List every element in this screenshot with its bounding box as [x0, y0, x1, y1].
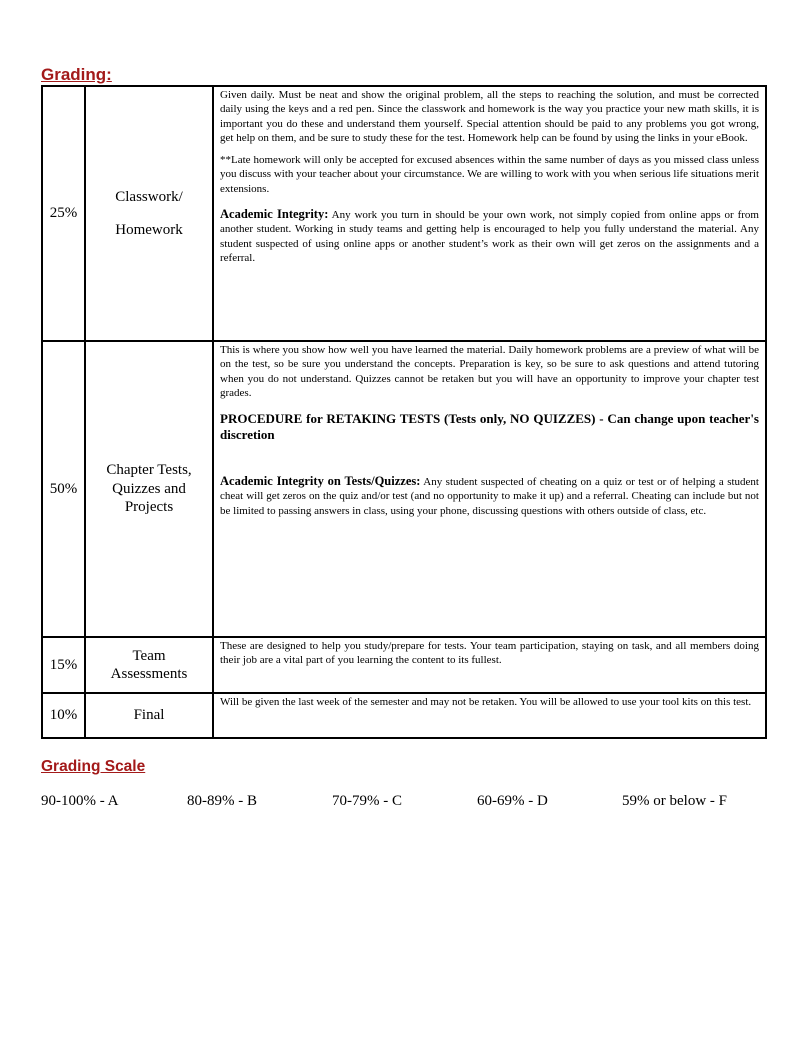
- category-cell: [85, 693, 213, 738]
- category-line: Classwork/: [115, 189, 183, 205]
- grading-heading: Grading:: [41, 65, 112, 84]
- category-line: Chapter Tests,: [106, 462, 192, 479]
- academic-integrity-label: Academic Integrity:: [220, 207, 329, 222]
- academic-integrity-label: Academic Integrity on Tests/Quizzes:: [220, 474, 421, 489]
- category-cell: [85, 86, 213, 341]
- description-cell: [213, 693, 766, 738]
- grade-scale-item: 70-79% - C: [332, 793, 402, 809]
- grading-row-team: [42, 637, 766, 693]
- category-line: Projects: [124, 499, 174, 516]
- category-line: Final: [133, 707, 165, 724]
- category-line: Team: [132, 647, 166, 664]
- grading-table: [41, 85, 767, 739]
- grade-scale-item: 80-89% - B: [187, 793, 257, 809]
- description-cell: [213, 86, 766, 341]
- description-cell: [213, 341, 766, 637]
- description-paragraph: Will be given the last week of the semester and may not be retaken. You will be allowed to use your tool kits on this test.: [220, 696, 752, 708]
- grading-row-final: [42, 693, 766, 738]
- category-cell: [85, 637, 213, 693]
- late-policy-paragraph: **Late homework will only be accepted for excused absences within the same number of days as you missed class unless you discuss with your teacher about your circumstance. We are willing to work with you when serious life situations merit extensions.: [220, 154, 759, 195]
- description-paragraph: This is where you show how well you have learned the material. Daily homework problems are a preview of what will be on the test, so be sure you understand the concepts. Preparation is key, so be sure to ask questions and attend tutoring when you do not understand. Quizzes cannot be retaken but you will have an opportunity to improve your chapter test grades.: [220, 344, 759, 399]
- percent-cell: 50%: [42, 341, 85, 637]
- academic-integrity-paragraph: [220, 207, 759, 265]
- academic-integrity-paragraph: [220, 474, 759, 518]
- grade-scale-item: 90-100% - A: [41, 793, 119, 809]
- academic-integrity-text: Any work you turn in should be your own work, not simply copied from online apps or from another student. Working in study teams and getting help is encouraged to help you fully understand the material. Any student suspected of using online apps or another student’s work as their own will get zeros on the assignments and a referral.: [220, 209, 759, 264]
- grade-scale-item: 60-69% - D: [477, 793, 548, 809]
- description-cell: [213, 637, 766, 693]
- grade-scale-item: 59% or below - F: [622, 793, 727, 809]
- academic-integrity-text: Any student suspected of cheating on a quiz or test or of helping a student cheat will get zeros on the quiz and/or test (and no opportunity to make it up) and a referral. Cheating can include but not be limited to passing answers in class, using your phone, discussing questions with others outside of class, etc.: [220, 476, 759, 517]
- grading-scale-heading: Grading Scale: [41, 758, 146, 775]
- percent-cell: 10%: [42, 693, 85, 738]
- percent-cell: 15%: [42, 637, 85, 693]
- category-line: Homework: [115, 221, 183, 238]
- description-paragraph: Given daily. Must be neat and show the original problem, all the steps to reaching the solution, and must be corrected daily using the keys and a red pen. Since the classwork and homework is the way you practice your new math skills, it is important you do these and understand them yourself. Special attention should be paid to any problems you got wrong, get help on them, and be sure to study these for the test. Homework help can be found by using the links in your eBook.: [220, 89, 759, 144]
- retake-procedure-heading: PROCEDURE for RETAKING TESTS (Tests only, NO QUIZZES) - Can change upon teacher's discretion: [220, 411, 759, 442]
- description-paragraph: These are designed to help you study/prepare for tests. Your team participation, staying on task, and all members doing their job are a vital part of you learning the content to its fullest.: [220, 640, 759, 667]
- percent-cell: 25%: [42, 86, 85, 341]
- category-line: Quizzes and: [112, 480, 186, 497]
- grading-row-tests: [42, 341, 766, 637]
- category-cell: [85, 341, 213, 637]
- grading-row-classwork: [42, 86, 766, 341]
- category-line: Assessments: [110, 666, 188, 682]
